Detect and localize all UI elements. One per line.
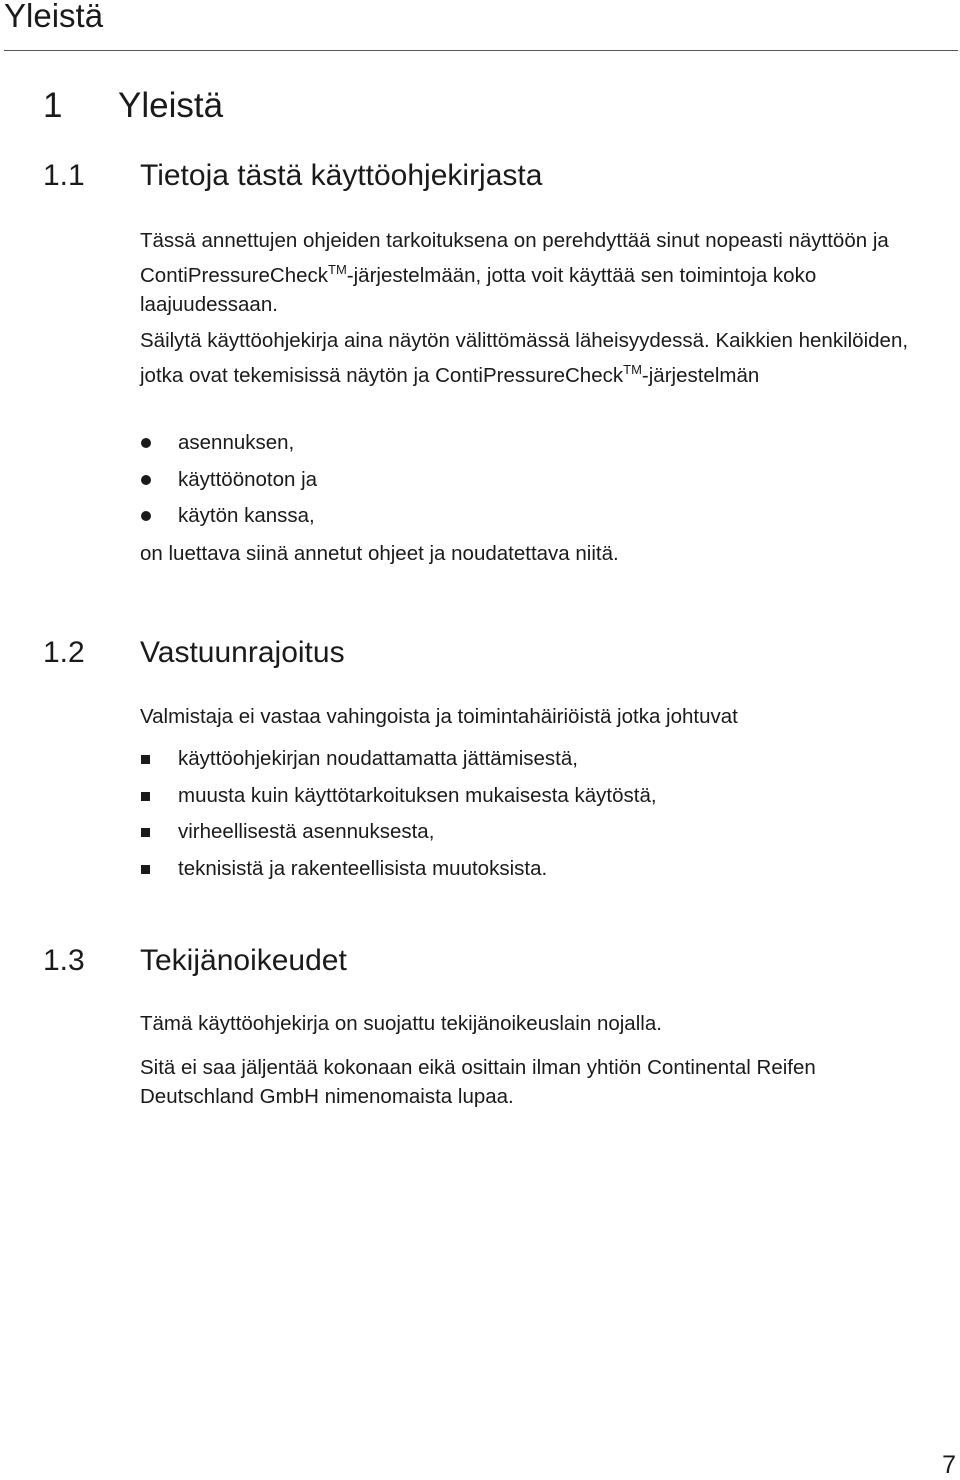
list-item [140,778,657,815]
paragraph-2-text-end: -järjestelmän [641,364,760,387]
list-item-text: virheellisestä asennuksesta, [178,820,435,843]
bullet-square-icon [141,828,150,837]
chapter-title: Yleistä [118,86,224,125]
header-divider [4,50,958,51]
paragraph-1-text-end: -järjestelmään, jotta voit käyttää sen toimintoja koko laajuudessaan. [140,264,817,316]
list-item [140,462,317,499]
section-1-2-intro: Valmistaja ei vastaa vahingoista ja toimintahäiriöistä jotka johtuvat [140,705,738,728]
section-1-2-heading [43,633,345,673]
bullet-dot-icon [141,438,151,448]
list-item-text: käyttöohjekirjan noudattamatta jättämisestä, [178,747,578,770]
trademark-mark: TM [623,362,642,377]
section-1-3-number: 1.3 [43,944,85,977]
paragraph-1-text-start: Tässä annettujen ohjeiden tarkoituksena on perehdyttää sinut nopeasti näyttöön ja ContiPressureCheck [140,229,889,287]
list-item-text: muusta kuin käyttötarkoituksen mukaisesta käytöstä, [178,783,657,807]
list-item-text: teknisistä ja rakenteellisista muutoksista. [178,856,548,880]
section-1-3-heading [43,941,347,981]
trademark-mark: TM [328,262,347,277]
section-1-1-paragraph-3: on luettava siinä annetut ohjeet ja noudatettava niitä. [140,542,619,565]
section-1-2-title: Vastuunrajoitus [140,636,345,669]
chapter-number: 1 [43,86,63,125]
section-1-2-bullet-list [140,741,657,887]
page-number: 7 [942,1451,956,1479]
list-item-text: käytön kanssa, [178,504,315,527]
list-item [140,498,317,535]
running-header: Yleistä [4,0,104,34]
section-1-1-number: 1.1 [43,159,85,192]
bullet-dot-icon [141,511,151,521]
bullet-square-icon [141,755,150,764]
bullet-dot-icon [141,475,151,485]
list-item [140,814,657,851]
section-1-3-paragraph-2: Sitä ei saa jäljentää kokonaan eikä osittain ilman yhtiön Continental Reifen Deutschland GmbH nimenomaista lupaa. [140,1056,816,1108]
list-item [140,741,657,778]
section-1-1-paragraph-2 [140,326,930,390]
section-1-3-paragraph-1: Tämä käyttöohjekirja on suojattu tekijänoikeuslain nojalla. [140,1012,662,1035]
bullet-square-icon [141,792,150,801]
section-1-1-title: Tietoja tästä käyttöohjekirjasta [140,159,543,192]
section-1-3-title: Tekijänoikeudet [140,944,347,977]
chapter-heading [43,84,223,128]
section-1-2-number: 1.2 [43,636,85,669]
section-1-1-bullet-list [140,425,317,535]
paragraph-2-text-start: Säilytä käyttöohjekirja aina näytön välittömässä läheisyydessä. Kaikkien henkilöiden, jotka ovat tekemisissä näytön ja ContiPressureCheck [140,329,909,387]
section-1-1-paragraph-1 [140,226,930,319]
list-item [140,425,317,462]
bullet-square-icon [141,865,150,874]
list-item-text: asennuksen, [178,431,295,454]
list-item [140,851,657,888]
section-1-1-heading [43,156,542,196]
list-item-text: käyttöönoton ja [178,467,318,491]
